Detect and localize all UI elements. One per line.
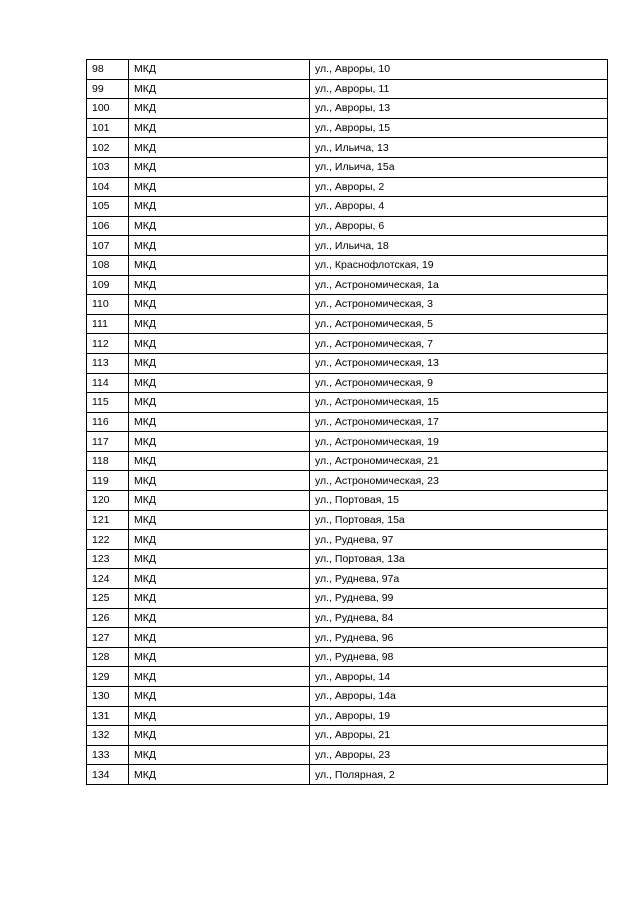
address-cell: ул., Авроры, 14 (310, 667, 608, 687)
object-type-cell: МКД (129, 177, 310, 197)
row-number-cell: 104 (87, 177, 129, 197)
address-cell: ул., Астрономическая, 23 (310, 471, 608, 491)
address-cell: ул., Астрономическая, 3 (310, 295, 608, 315)
address-cell: ул., Авроры, 11 (310, 79, 608, 99)
address-cell: ул., Авроры, 13 (310, 99, 608, 119)
object-type-cell: МКД (129, 549, 310, 569)
address-cell: ул., Авроры, 23 (310, 745, 608, 765)
object-type-cell: МКД (129, 353, 310, 373)
row-number-cell: 120 (87, 491, 129, 511)
object-type-cell: МКД (129, 314, 310, 334)
address-cell: ул., Авроры, 6 (310, 216, 608, 236)
row-number-cell: 123 (87, 549, 129, 569)
object-type-cell: МКД (129, 275, 310, 295)
table-row (87, 197, 608, 217)
table-row (87, 79, 608, 99)
address-cell: ул., Авроры, 10 (310, 60, 608, 80)
table-row (87, 295, 608, 315)
object-type-cell: МКД (129, 99, 310, 119)
address-cell: ул., Астрономическая, 19 (310, 432, 608, 452)
row-number-cell: 129 (87, 667, 129, 687)
row-number-cell: 106 (87, 216, 129, 236)
table-row (87, 216, 608, 236)
row-number-cell: 107 (87, 236, 129, 256)
table-row (87, 99, 608, 119)
address-cell: ул., Руднева, 97а (310, 569, 608, 589)
object-type-cell: МКД (129, 157, 310, 177)
table-row (87, 745, 608, 765)
table-row (87, 236, 608, 256)
address-cell: ул., Авроры, 21 (310, 726, 608, 746)
address-cell: ул., Астрономическая, 9 (310, 373, 608, 393)
table-row (87, 765, 608, 785)
object-type-cell: МКД (129, 393, 310, 413)
object-type-cell: МКД (129, 628, 310, 648)
row-number-cell: 134 (87, 765, 129, 785)
address-cell: ул., Портовая, 15а (310, 510, 608, 530)
address-table (86, 59, 608, 785)
address-cell: ул., Руднева, 98 (310, 647, 608, 667)
object-type-cell: МКД (129, 765, 310, 785)
object-type-cell: МКД (129, 569, 310, 589)
object-type-cell: МКД (129, 608, 310, 628)
table-row (87, 530, 608, 550)
row-number-cell: 130 (87, 687, 129, 707)
address-cell: ул., Астрономическая, 17 (310, 412, 608, 432)
address-cell: ул., Авроры, 14а (310, 687, 608, 707)
row-number-cell: 113 (87, 353, 129, 373)
table-row (87, 177, 608, 197)
row-number-cell: 103 (87, 157, 129, 177)
object-type-cell: МКД (129, 79, 310, 99)
object-type-cell: МКД (129, 197, 310, 217)
table-row (87, 549, 608, 569)
address-cell: ул., Краснофлотская, 19 (310, 255, 608, 275)
row-number-cell: 110 (87, 295, 129, 315)
address-cell: ул., Астрономическая, 1а (310, 275, 608, 295)
table-row (87, 393, 608, 413)
row-number-cell: 102 (87, 138, 129, 158)
table-row (87, 255, 608, 275)
object-type-cell: МКД (129, 432, 310, 452)
object-type-cell: МКД (129, 118, 310, 138)
address-cell: ул., Ильича, 13 (310, 138, 608, 158)
table-row (87, 471, 608, 491)
address-cell: ул., Руднева, 96 (310, 628, 608, 648)
table-row (87, 706, 608, 726)
table-row (87, 687, 608, 707)
address-cell: ул., Астрономическая, 15 (310, 393, 608, 413)
address-cell: ул., Астрономическая, 5 (310, 314, 608, 334)
row-number-cell: 126 (87, 608, 129, 628)
table-row (87, 451, 608, 471)
table-row (87, 569, 608, 589)
row-number-cell: 101 (87, 118, 129, 138)
table-row (87, 138, 608, 158)
row-number-cell: 98 (87, 60, 129, 80)
object-type-cell: МКД (129, 373, 310, 393)
row-number-cell: 115 (87, 393, 129, 413)
address-cell: ул., Авроры, 2 (310, 177, 608, 197)
table-row (87, 667, 608, 687)
row-number-cell: 124 (87, 569, 129, 589)
address-cell: ул., Портовая, 15 (310, 491, 608, 511)
address-cell: ул., Авроры, 4 (310, 197, 608, 217)
object-type-cell: МКД (129, 295, 310, 315)
row-number-cell: 118 (87, 451, 129, 471)
row-number-cell: 122 (87, 530, 129, 550)
row-number-cell: 114 (87, 373, 129, 393)
row-number-cell: 100 (87, 99, 129, 119)
table-row (87, 118, 608, 138)
object-type-cell: МКД (129, 687, 310, 707)
row-number-cell: 117 (87, 432, 129, 452)
table-row (87, 314, 608, 334)
address-cell: ул., Полярная, 2 (310, 765, 608, 785)
table-row (87, 432, 608, 452)
row-number-cell: 111 (87, 314, 129, 334)
row-number-cell: 125 (87, 589, 129, 609)
table-row (87, 491, 608, 511)
table-row (87, 373, 608, 393)
row-number-cell: 112 (87, 334, 129, 354)
object-type-cell: МКД (129, 216, 310, 236)
table-row (87, 647, 608, 667)
address-cell: ул., Ильича, 15а (310, 157, 608, 177)
row-number-cell: 121 (87, 510, 129, 530)
address-cell: ул., Астрономическая, 7 (310, 334, 608, 354)
row-number-cell: 128 (87, 647, 129, 667)
row-number-cell: 127 (87, 628, 129, 648)
address-cell: ул., Руднева, 97 (310, 530, 608, 550)
table-row (87, 275, 608, 295)
row-number-cell: 133 (87, 745, 129, 765)
object-type-cell: МКД (129, 255, 310, 275)
row-number-cell: 109 (87, 275, 129, 295)
object-type-cell: МКД (129, 510, 310, 530)
object-type-cell: МКД (129, 530, 310, 550)
object-type-cell: МКД (129, 589, 310, 609)
table-row (87, 628, 608, 648)
address-cell: ул., Астрономическая, 13 (310, 353, 608, 373)
address-cell: ул., Авроры, 15 (310, 118, 608, 138)
address-table-body (87, 60, 608, 785)
object-type-cell: МКД (129, 60, 310, 80)
object-type-cell: МКД (129, 726, 310, 746)
table-row (87, 510, 608, 530)
object-type-cell: МКД (129, 745, 310, 765)
object-type-cell: МКД (129, 706, 310, 726)
address-cell: ул., Ильича, 18 (310, 236, 608, 256)
address-cell: ул., Руднева, 84 (310, 608, 608, 628)
row-number-cell: 132 (87, 726, 129, 746)
object-type-cell: МКД (129, 491, 310, 511)
table-row (87, 726, 608, 746)
table-row (87, 412, 608, 432)
address-cell: ул., Руднева, 99 (310, 589, 608, 609)
table-row (87, 60, 608, 80)
row-number-cell: 119 (87, 471, 129, 491)
object-type-cell: МКД (129, 471, 310, 491)
table-row (87, 334, 608, 354)
object-type-cell: МКД (129, 451, 310, 471)
address-cell: ул., Астрономическая, 21 (310, 451, 608, 471)
object-type-cell: МКД (129, 647, 310, 667)
row-number-cell: 99 (87, 79, 129, 99)
row-number-cell: 108 (87, 255, 129, 275)
object-type-cell: МКД (129, 138, 310, 158)
address-cell: ул., Портовая, 13а (310, 549, 608, 569)
object-type-cell: МКД (129, 236, 310, 256)
table-row (87, 353, 608, 373)
row-number-cell: 116 (87, 412, 129, 432)
object-type-cell: МКД (129, 334, 310, 354)
table-row (87, 157, 608, 177)
table-row (87, 608, 608, 628)
object-type-cell: МКД (129, 667, 310, 687)
row-number-cell: 131 (87, 706, 129, 726)
address-cell: ул., Авроры, 19 (310, 706, 608, 726)
table-row (87, 589, 608, 609)
object-type-cell: МКД (129, 412, 310, 432)
row-number-cell: 105 (87, 197, 129, 217)
